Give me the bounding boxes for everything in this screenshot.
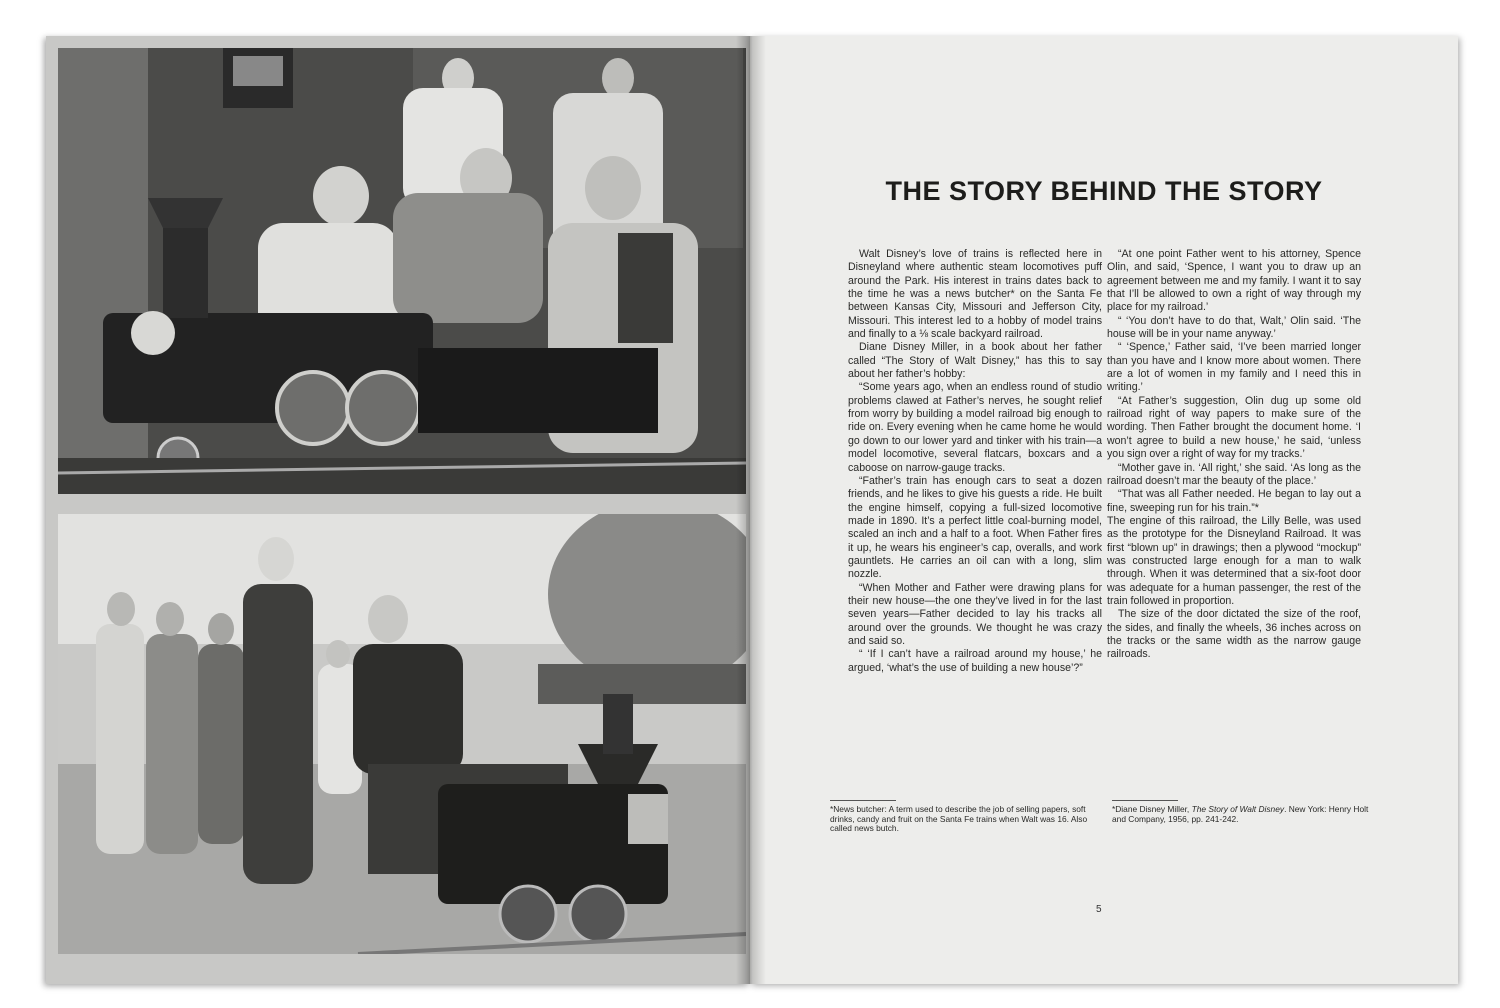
paragraph: The size of the door dictated the size of the roof, the sides, and finally the wheels, 36 inches across on the tracks or the same width as the narrow gauge railroads.: [1107, 608, 1361, 661]
page-number: 5: [1096, 904, 1102, 915]
photo-outdoor-train-ride: [58, 514, 746, 954]
magazine-spread: [46, 36, 1458, 984]
paragraph: “That was all Father needed. He began to lay out a fine, sweeping run for his train.”*: [1107, 488, 1361, 514]
footnote-suffix: . New York: Henry Holt and Company, 1956, pp. 241-242.: [1112, 804, 1369, 824]
footnote-left: *News butcher: A term used to describe the job of selling papers, soft drinks, candy and fruit on the Santa Fe trains when Walt was 16. Also called news butch.: [830, 804, 1088, 834]
right-page: [750, 36, 1458, 984]
paragraph: “Mother gave in. ‘All right,’ she said. ‘As long as the railroad doesn’t mar the beauty of the place.’: [1107, 461, 1361, 487]
paragraph: “ ‘If I can’t have a railroad around my house,’ he argued, ‘what’s the use of building a new house’?”: [848, 648, 1102, 674]
paragraph: Diane Disney Miller, in a book about her father called “The Story of Walt Disney,” has this to say about her father’s hobby:: [848, 341, 1102, 381]
paragraph: The engine of this railroad, the Lilly Belle, was used as the prototype for the Disneyland Railroad. It was first “blown up” in drawings; then a plywood “mockup” was constructed large enough for a man to walk through. When it was determined that a six-foot door was adequate for a human passenger, the rest of the train followed in proportion.: [1107, 514, 1361, 607]
paragraph: “At one point Father went to his attorney, Spence Olin, and said, ‘Spence, I want you to draw up an agreement between me and my family. I want it to say that I’ll be allowed to own a right of way through my place for my railroad.’: [1107, 248, 1361, 314]
footnote-right: [1112, 805, 1376, 824]
paragraph: “ ‘You don’t have to do that, Walt,’ Olin said. ‘The house will be in your name anyway.’: [1107, 314, 1361, 341]
footnote-rule-right: [1112, 800, 1178, 801]
text-column-left: [848, 248, 1102, 675]
left-page: [46, 36, 750, 984]
paragraph: “When Mother and Father were drawing plans for their new house—the one they’ve lived in for the last seven years—Father decided to lay his tracks all around over the grounds. We thought he was crazy and said so.: [848, 581, 1102, 647]
text-column-right: [1107, 248, 1361, 662]
paragraph: “At Father’s suggestion, Olin dug up some old railroad right of way papers to make sure of the wording. Then Father brought the document home. ‘I won’t agree to build a new house,’ he said, ‘unless you sign over a right of way for my tracks.’: [1107, 394, 1361, 461]
paragraph: “Some years ago, when an endless round of studio problems clawed at Father’s nerves, he sought relief from worry by building a model railroad big enough to ride on. Every evening when he came home he would go down to our lower yard and tinker with his train—a model locomotive, several flatcars, boxcars and a caboose on narrow-gauge tracks.: [848, 381, 1102, 474]
paragraph: “Father’s train has enough cars to seat a dozen friends, and he likes to give his guests a ride. He built the engine himself, copying a full-sized locomotive made in 1890. It’s a perfect little coal-burning model, scaled an inch and a half to a foot. When Father fires it up, he wears his engineer’s cap, overalls, and work gauntlets. He carries an oil can with a long, slim nozzle.: [848, 474, 1102, 581]
article-title: THE STORY BEHIND THE STORY: [885, 176, 1323, 206]
footnote-book-title: The Story of Walt Disney: [1191, 804, 1285, 814]
footnote-rule-left: [830, 800, 896, 801]
paragraph: Walt Disney’s love of trains is reflected here in Disneyland where authentic steam locomotives puff around the Park. His interest in trains dates back to the time he was a news butcher* on the Santa Fe between Kansas City, Missouri and Jefferson City, Missouri. This interest led to a hobby of model trains and finally to a ⅛ scale backyard railroad.: [848, 248, 1102, 341]
photo-model-train-workshop: [58, 48, 746, 494]
paragraph: “ ‘Spence,’ Father said, ‘I’ve been married longer than you have and I know more about women. There are a lot of women in my family and I need this in writing.’: [1107, 341, 1361, 394]
footnote-prefix: *Diane Disney Miller,: [1112, 804, 1192, 814]
